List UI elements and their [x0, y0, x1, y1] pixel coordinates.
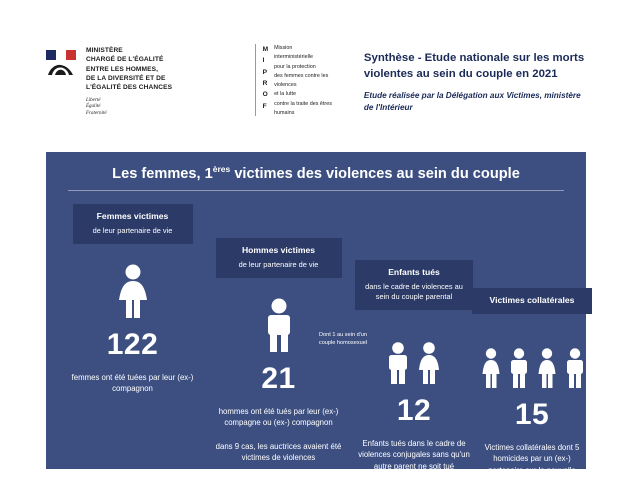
- ministry-name: MINISTÈRE CHARGÉ DE L'ÉGALITÉ ENTRE LES HOMMES, DE LA DIVERSITÉ ET DE L'ÉGALITÉ DES CHANCES: [86, 47, 173, 92]
- stat-label-desc: de leur partenaire de vie: [92, 226, 173, 236]
- miprof-acronym: M I P R O F: [262, 46, 269, 110]
- stat-number: 21: [261, 362, 296, 396]
- miprof-description: Mission interministérielle pour la protection des femmes contre les violences et la lutte contre la traite des êtres humains: [274, 45, 332, 117]
- ministry-logo-block: [46, 38, 255, 117]
- page-title: Synthèse - Etude nationale sur les morts violentes au sein du couple en 2021: [363, 52, 585, 81]
- stat-extra-caption: dans 9 cas, les auctrices avaient été victimes de violences: [215, 441, 342, 463]
- stat-label-title: Victimes collatérales: [489, 295, 575, 305]
- infographic-panel: [46, 152, 586, 487]
- stat-column-women-victims: [60, 204, 205, 395]
- banner-superscript: ères: [212, 164, 231, 174]
- stat-label-box: [216, 238, 342, 278]
- page-subtitle: Etude réalisée par la Délégation aux Victimes, ministère de l'Intérieur: [363, 91, 581, 113]
- man-icon: [507, 348, 531, 388]
- stat-label-title: Femmes victimes: [96, 211, 169, 221]
- stat-label-desc: dans le cadre de violences au sein du couple parental: [365, 282, 463, 302]
- child-boy-icon: [385, 342, 411, 384]
- banner-text-after: victimes des violences au sein du couple: [230, 165, 520, 182]
- stat-caption: Enfants tués dans le cadre de violences conjugales sans qu'un autre parent ne soit tué: [358, 439, 470, 471]
- stat-label-box: [355, 260, 473, 310]
- woman-icon: [112, 264, 154, 318]
- stat-label-title: Enfants tués: [388, 267, 440, 277]
- document-header: [46, 38, 586, 138]
- french-flag-icon: [46, 50, 76, 60]
- banner-text-before: Les femmes, 1: [112, 165, 213, 182]
- stat-label-box: [73, 204, 193, 244]
- title-block: [364, 38, 586, 114]
- stat-column-collateral-victims: [470, 204, 594, 487]
- man-icon: [563, 348, 587, 388]
- pictogram-row: [60, 256, 205, 318]
- woman-icon: [478, 348, 504, 388]
- marianne-logo: [46, 46, 80, 76]
- woman-icon: [534, 348, 560, 388]
- stat-label-desc: de leur partenaire de vie: [238, 260, 319, 270]
- stat-number: 15: [514, 398, 550, 432]
- child-girl-icon: [414, 342, 444, 384]
- homosexual-couple-note: Dont 1 au sein d'un couple homosexuel: [318, 332, 368, 346]
- pictogram-row: [470, 326, 594, 388]
- stat-caption: hommes ont été tués par leur (ex-) compagne ou (ex-) compagnon: [218, 407, 339, 428]
- marianne-face-icon: [46, 62, 76, 76]
- panel-banner-title: [68, 164, 564, 191]
- stat-caption: Victimes collatérales dont 5 homicides par un (ex-) partenaire sur la nouvelle relation de leur (ex-) partenaire: [478, 443, 586, 487]
- stat-label-title: Hommes victimes: [241, 245, 316, 255]
- stat-number: 12: [396, 394, 432, 428]
- stat-number: 122: [106, 328, 159, 362]
- miprof-logo-block: [255, 44, 340, 116]
- stat-label-box: [472, 288, 592, 314]
- republic-motto: Liberté Égalité Fraternité: [86, 97, 107, 116]
- stat-caption: femmes ont été tuées par leur (ex-) compagnon: [71, 373, 194, 394]
- man-icon: [262, 298, 296, 352]
